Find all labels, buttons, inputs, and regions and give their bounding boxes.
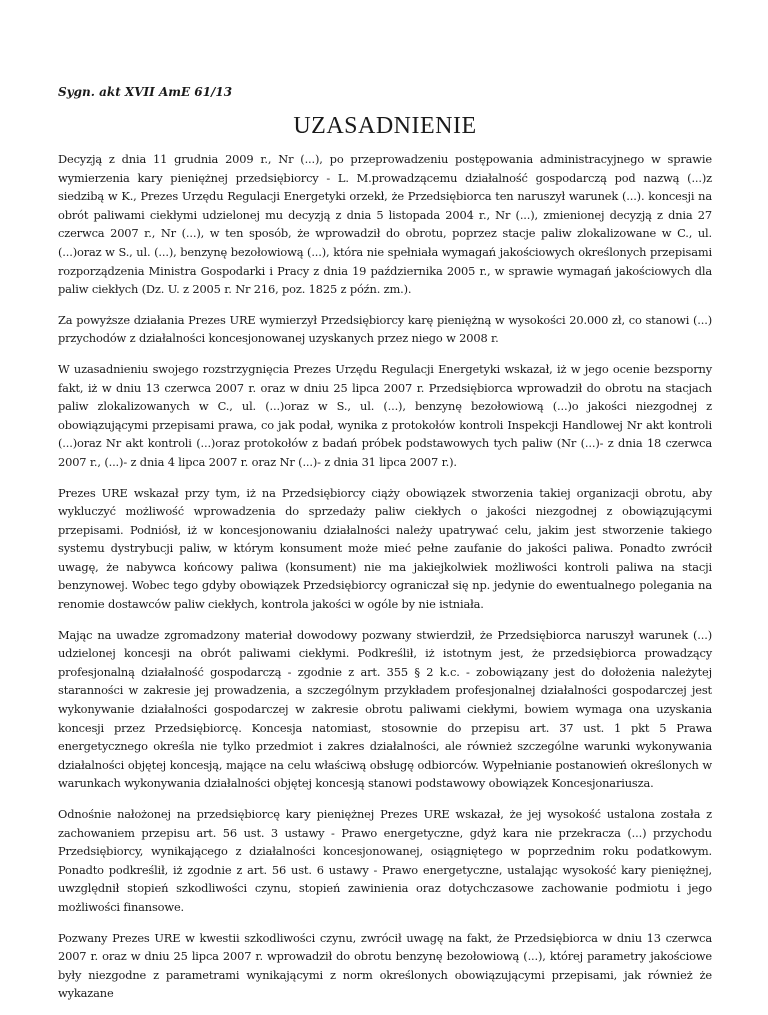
paragraph: W uzasadnieniu swojego rozstrzygnięcia Prezes Urzędu Regulacji Energetyki wskazał, iż w jego ocenie bezsporny fakt, iż w dniu 13 czerwca 2007 r. oraz w dniu 25 lipca 2007 r. Przedsiębiorca wprowadził do obrotu na stacjach paliw zlokalizowanych w C., ul. (...)oraz w S., ul. (...), benzynę bezołowiową (...)o jakości niezgodnej z obowiązującymi przepisami prawa, co jak podał, wynika z protokołów kontroli Inspekcji Handlowej Nr akt kontroli (...)oraz Nr akt kontroli (...)oraz protokołów z badań próbek podstawowych tych paliw (Nr (...)- z dnia 18 czerwca 2007 r., (...)- z dnia 4 lipca 2007 r. oraz Nr (...)- z dnia 31 lipca 2007 r.). bbox=[58, 361, 712, 469]
document-title: UZASADNIENIE bbox=[293, 113, 477, 139]
case-signature: Sygn. akt XVII AmE 61/13 bbox=[58, 85, 233, 99]
paragraph: Pozwany Prezes URE w kwestii szkodliwości czynu, zwrócił uwagę na fakt, że Przedsiębiorca w dniu 13 czerwca 2007 r. oraz w dniu 25 lipca 2007 r. wprowadził do obrotu benzynę bezołowiową (...), której parametry jakościowe były niezgodne z parametrami wynikającymi z norm określonych obowiązującymi przepisami, jak również że wykazane bbox=[58, 930, 712, 1001]
paragraph: Za powyższe działania Prezes URE wymierzył Przedsiębiorcy karę pieniężną w wysokości 20.000 zł, co stanowi (...) przychodów z działalności koncesjonowanej uzyskanych przez niego w 2008 r. bbox=[58, 312, 712, 346]
document-page bbox=[58, 84, 712, 1015]
paragraph: Mając na uwadze zgromadzony materiał dowodowy pozwany stwierdził, że Przedsiębiorca naruszył warunek (...) udzielonej koncesji na obrót paliwami ciekłymi. Podkreślił, iż istotnym jest, że przedsiębiorca prowadzący profesjonalną działalność gospodarczą - zgodnie z art. 355 § 2 k.c. - zobowiązany jest do dołożenia należytej staranności w zakresie jej prowadzenia, a szczególnym przykładem profesjonalnej działalności gospodarczej jest wykonywanie działalności gospodarczej w zakresie obrotu paliwami ciekłymi, bowiem wymaga ona uzyskania koncesji przez Przedsiębiorcę. Koncesja natomiast, stosownie do przepisu art. 37 ust. 1 pkt 5 Prawa energetycznego określa nie tylko przedmiot i zakres działalności, ale również szczególne warunki wykonywania działalności objętej koncesją, mające na celu właściwą obsługę odbiorców. Wypełnianie postanowień określonych w warunkach wykonywania działalności objętej koncesją stanowi podstawowy obowiązek Koncesjonariusza. bbox=[58, 627, 712, 791]
paragraph: Odnośnie nałożonej na przedsiębiorcę kary pieniężnej Prezes URE wskazał, że jej wysokość ustalona została z zachowaniem przepisu art. 56 ust. 3 ustawy - Prawo energetyczne, gdyż kara nie przekracza (...) przychodu Przedsiębiorcy, wynikającego z działalności koncesjonowanej, osiągniętego w poprzednim roku podatkowym. Ponadto podkreślił, iż zgodnie z art. 56 ust. 6 ustawy - Prawo energetyczne, ustalając wysokość kary pieniężnej, uwzględnił stopień szkodliwości czynu, stopień zawinienia oraz dotychczasowe zachowanie podmiotu i jego możliwości finansowe. bbox=[58, 807, 712, 914]
paragraph: Prezes URE wskazał przy tym, iż na Przedsiębiorcy ciąży obowiązek stworzenia takiej organizacji obrotu, aby wykluczyć możliwość wprowadzenia do sprzedaży paliw ciekłych o jakości niezgodnej z obowiązującymi przepisami. Podniósł, iż w koncesjonowaniu działalności należy upatrywać celu, jakim jest stworzenie takiego systemu dystrybucji paliw, w którym konsument może mieć pełne zaufanie do jakości paliwa. Ponadto zwrócił uwagę, że nabywca końcowy paliwa (konsument) nie ma jakiejkolwiek możliwości kontroli paliwa na stacji benzynowej. Wobec tego gdyby obowiązek Przedsiębiorcy ograniczał się np. jedynie do ewentualnego polegania na renomie dostawców paliw ciekłych, kontrola jakości w ogóle by nie istniała. bbox=[58, 485, 712, 612]
paragraph: Decyzją z dnia 11 grudnia 2009 r., Nr (...), po przeprowadzeniu postępowania administracyjnego w sprawie wymierzenia kary pieniężnej przedsiębiorcy - L. M.prowadzącemu działalność gospodarczą pod nazwą (...)z siedzibą w K., Prezes Urzędu Regulacji Energetyki orzekł, że Przedsiębiorca ten naruszył warunek (...). koncesji na obrót paliwami ciekłymi udzielonej mu decyzją z dnia 5 listopada 2004 r., Nr (...), zmienionej decyzją z dnia 27 czerwca 2007 r., Nr (...), w ten sposób, że wprowadził do obrotu, poprzez stacje paliw zlokalizowane w C., ul. (...)oraz w S., ul. (...), benzynę bezołowiową (...), która nie spełniała wymagań jakościowych określonych przepisami rozporządzenia Ministra Gospodarki i Pracy z dnia 19 października 2005 r., w sprawie wymagań jakościowych dla paliw ciekłych (Dz. U. z 2005 r. Nr 216, poz. 1825 z późn. zm.). bbox=[58, 152, 712, 297]
